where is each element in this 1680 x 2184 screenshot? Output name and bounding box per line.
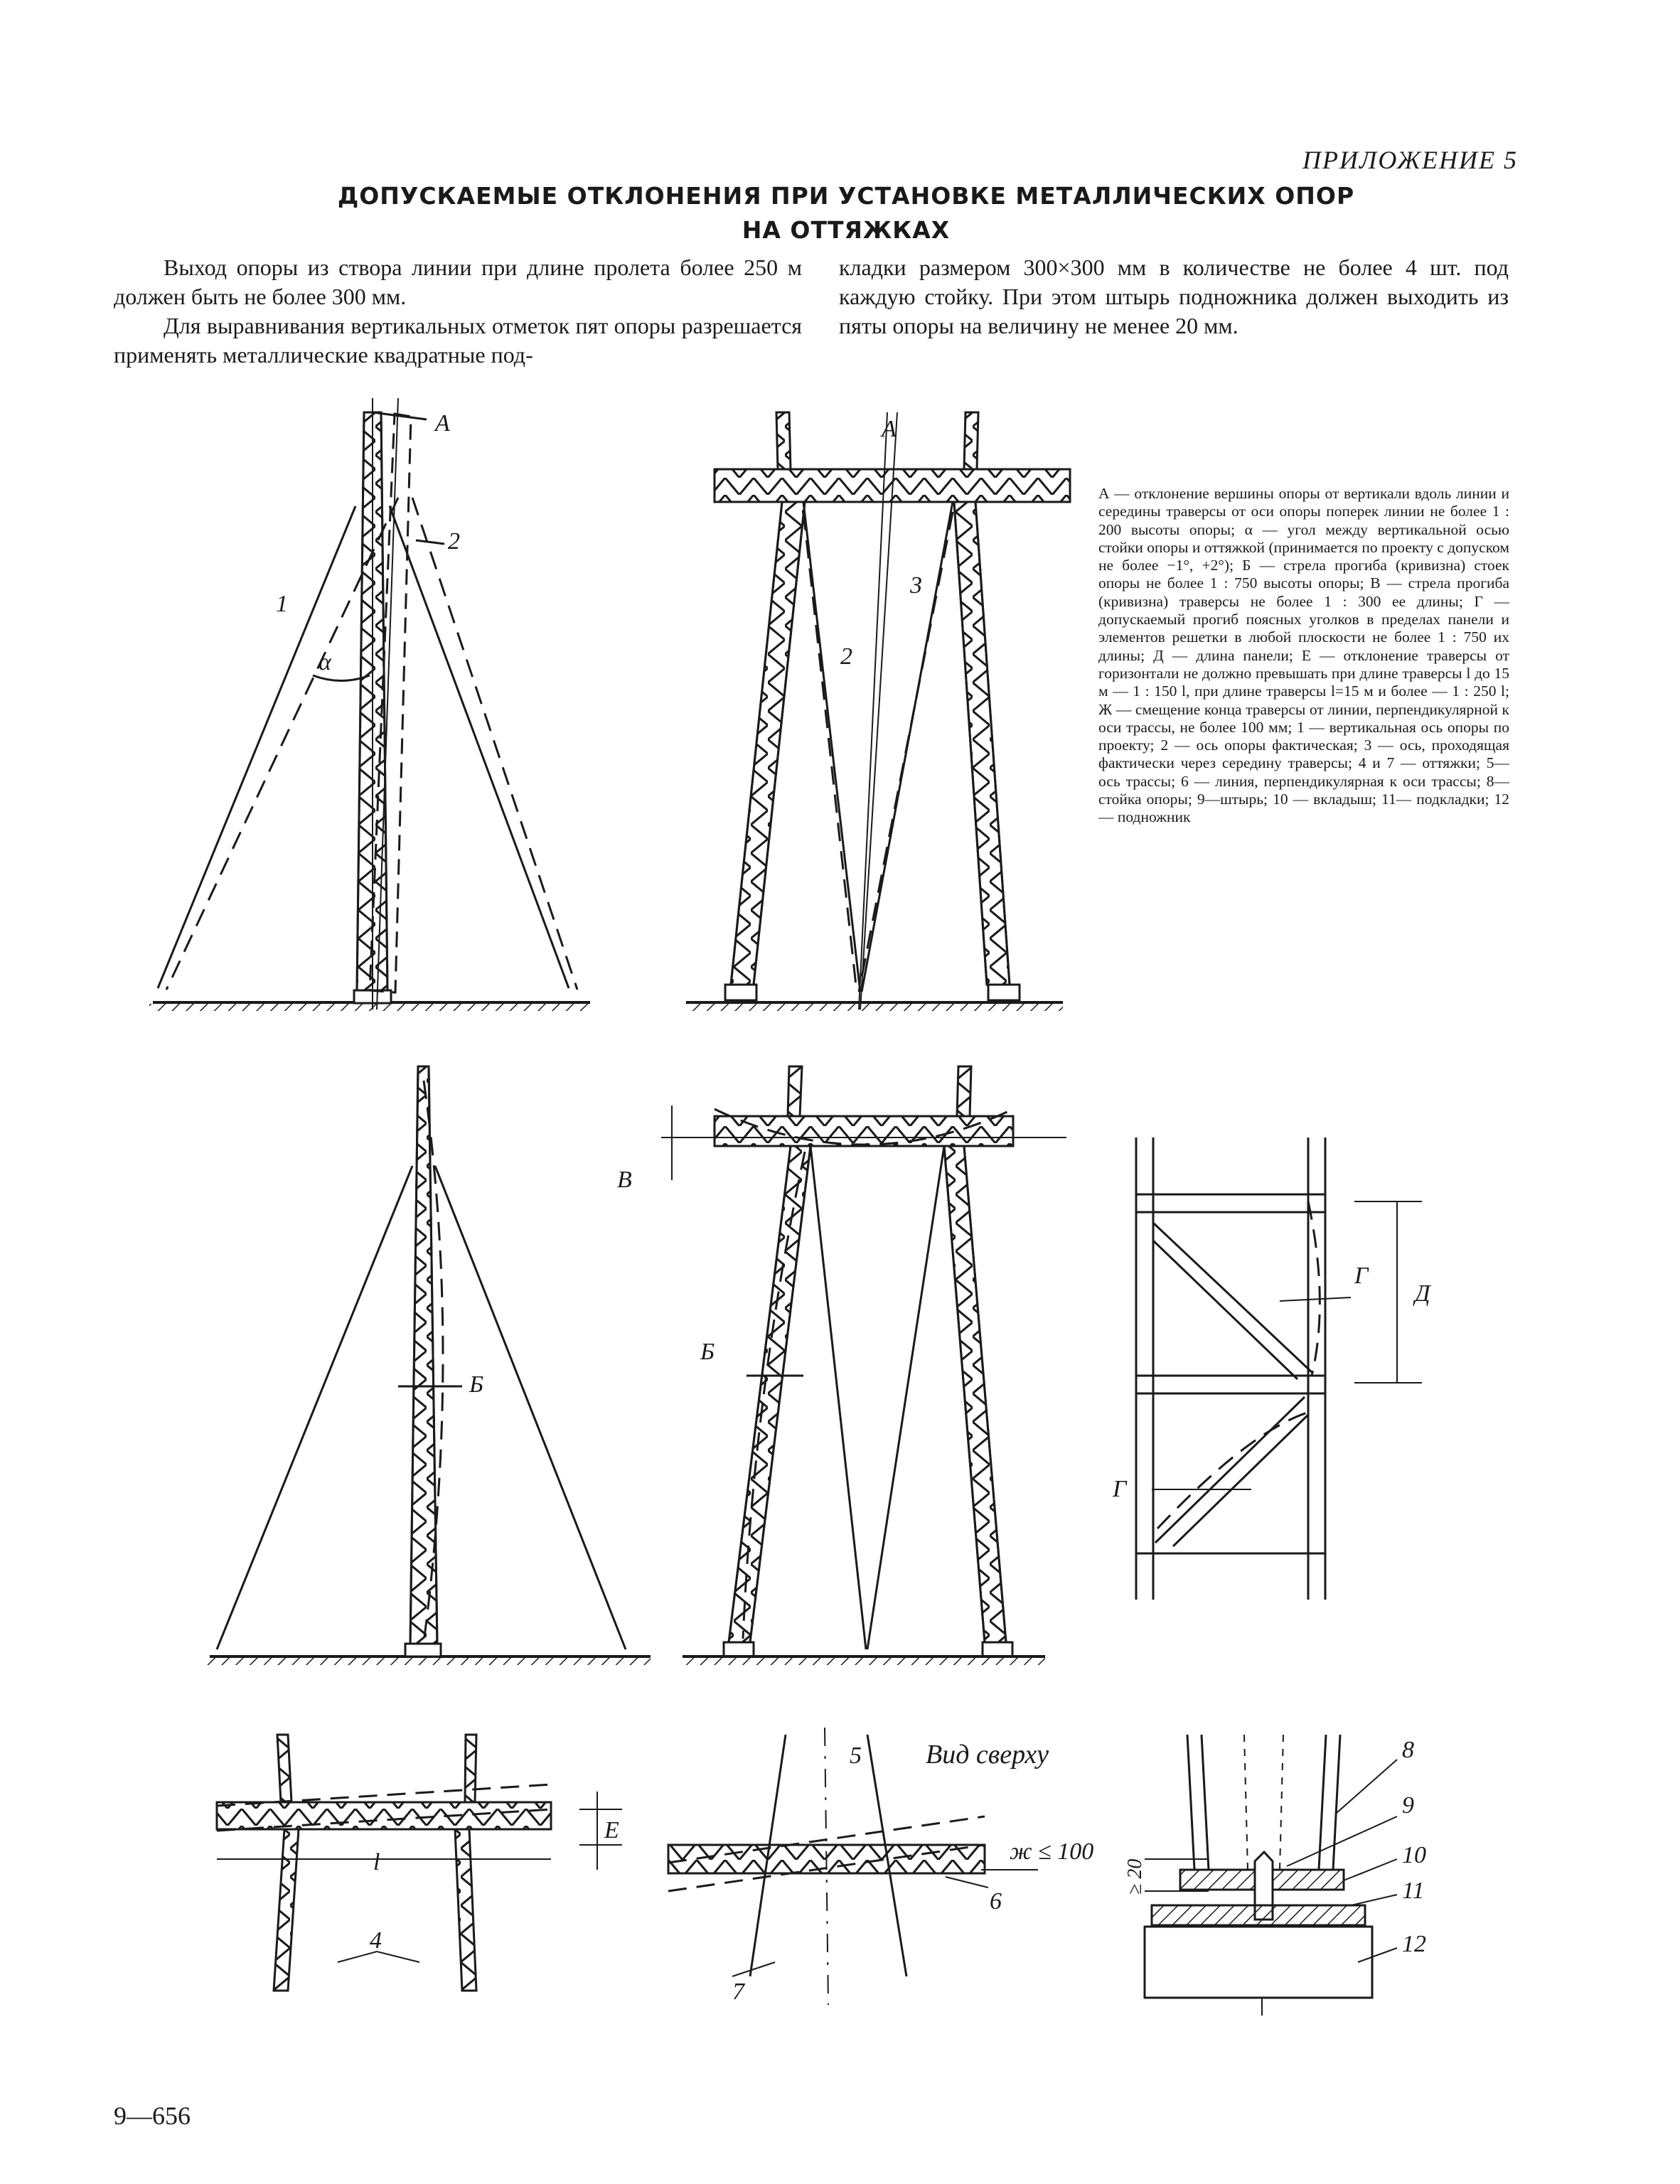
fig-mast-side bbox=[149, 398, 594, 1011]
label-l: l bbox=[373, 1849, 380, 1875]
label-8: 8 bbox=[1402, 1737, 1414, 1763]
label-6: 6 bbox=[990, 1888, 1002, 1915]
label-view-from-above: Вид сверху bbox=[926, 1740, 1049, 1770]
label-11: 11 bbox=[1402, 1878, 1425, 1904]
fig-base-detail bbox=[1145, 1735, 1397, 2016]
label-10: 10 bbox=[1402, 1842, 1426, 1868]
fig-traverse-tilt bbox=[217, 1735, 622, 1991]
label-A-portal: А bbox=[882, 416, 897, 442]
title-line-1: ДОПУСКАЕМЫЕ ОТКЛОНЕНИЯ ПРИ УСТАНОВКЕ МЕТАЛЛИЧЕСКИХ ОПОР bbox=[337, 182, 1355, 210]
paragraph-pads: кладки размером 300×300 мм в количестве не более 4 шт. под каждую стойку. При этом штырь подножника должен выходить из пяты опоры на величину не менее 20 мм. bbox=[839, 255, 1509, 338]
fig-portal-front bbox=[686, 412, 1070, 1011]
page-number: 9—656 bbox=[114, 2102, 191, 2130]
label-A: А bbox=[435, 410, 450, 437]
label-ge20: ≥ 20 bbox=[1124, 1858, 1146, 1895]
label-alpha: α bbox=[319, 649, 331, 675]
appendix-label: ПРИЛОЖЕНИЕ 5 bbox=[1302, 146, 1518, 174]
fig-panel-detail bbox=[1136, 1138, 1422, 1600]
label-3: 3 bbox=[910, 572, 922, 599]
label-G-upper: Г bbox=[1354, 1263, 1369, 1289]
label-5: 5 bbox=[850, 1743, 862, 1769]
label-4: 4 bbox=[370, 1927, 382, 1954]
label-9: 9 bbox=[1402, 1792, 1414, 1819]
label-2-portal: 2 bbox=[840, 643, 852, 670]
fig-mast-sag bbox=[206, 1066, 651, 1665]
title-line-2: НА ОТТЯЖКАХ bbox=[742, 216, 951, 244]
label-1: 1 bbox=[276, 591, 288, 617]
label-B-sag: Б bbox=[469, 1371, 484, 1398]
fig-portal-sag bbox=[661, 1066, 1066, 1665]
label-G-lower: Г bbox=[1113, 1476, 1127, 1502]
label-12: 12 bbox=[1402, 1931, 1426, 1957]
paragraph-span-length: Выход опоры из створа линии при длине пролета более 250 м должен быть не более 300 мм. bbox=[114, 255, 802, 309]
label-V: В bbox=[617, 1167, 632, 1193]
label-E: Е bbox=[604, 1817, 619, 1843]
label-B-portal: Б bbox=[700, 1339, 715, 1365]
figure-legend: А — отклонение вершины опоры от вертикали вдоль линии и середины траверсы от оси опоры поперек линии не более 1 : 200 высоты опоры; α — угол между вертикальной осью стойки опоры и оттяжкой (принимается по проекту с допуском не более −1°, +2°); Б — стрела прогиба (кривизна) стоек опоры не более 1 : 750 высоты опоры; В — стрела прогиба (кривизна) траверсы не более 1 : 300 ее длины; Г — допускаемый прогиб поясных уголков в пределах панели и элементов решетки в любой плоскости не более 1 : 750 их длины; Д — длина панели; Е — отклонение траверсы от горизонтали не должно превышать при длине траверсы l до 15 м — 1 : 150 l, при длине траверсы l=15 м и более — 1 : 250 l; Ж — смещение конца траверсы от линии, перпендикулярной к оси трассы, не более 100 мм; 1 — вертикальная ось опоры по проекту; 2 — ось опоры фактическая; 3 — ось, проходящая фактически через середину траверсы; 4 и 7 — оттяжки; 5—ось трассы; 6 — линия, перпендикулярная к оси трассы; 8—стойка опоры; 9—штырь; 10 — вкладыш; 11— подкладки; 12— подножник bbox=[1098, 485, 1509, 826]
label-2: 2 bbox=[448, 528, 460, 555]
label-zh: ж ≤ 100 bbox=[1010, 1838, 1094, 1865]
label-D: Д bbox=[1415, 1280, 1430, 1307]
label-7: 7 bbox=[732, 1979, 744, 2005]
paragraph-leveling: Для выравнивания вертикальных отметок пят опоры разрешается применять металлические квадратные под- bbox=[114, 313, 802, 368]
